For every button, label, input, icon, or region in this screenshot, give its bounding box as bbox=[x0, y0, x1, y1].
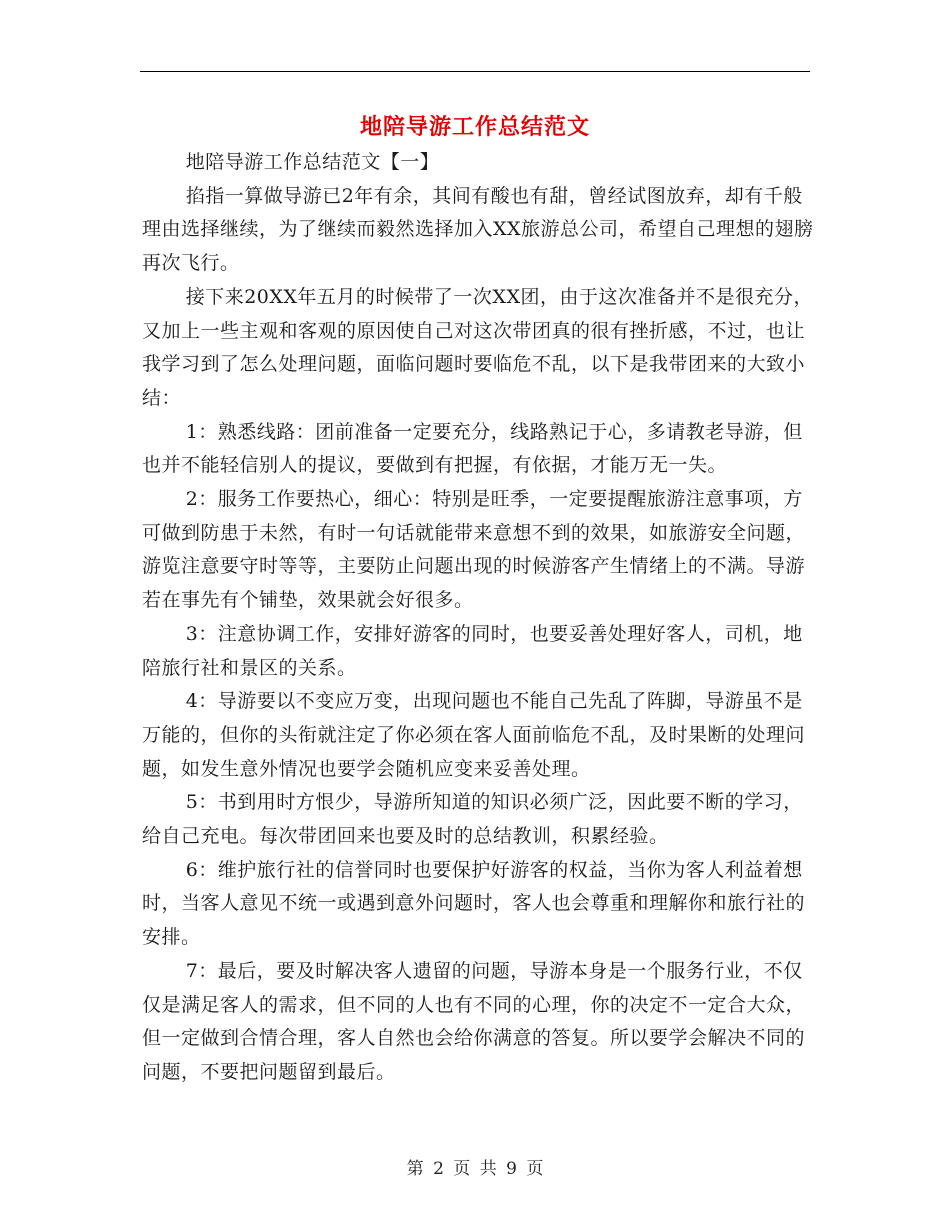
paragraph-context: 接下来20XX年五月的时候带了一次XX团，由于这次准备并不是很充分，又加上一些主观和客观的原因使自己对这次带团真的很有挫折感，不过，也让我学习到了怎么处理问题，面临问题时要临危不乱，以下是我带团来的大致小结： bbox=[142, 285, 813, 409]
paragraph-intro: 掐指一算做导游已2年有余，其间有酸也有甜，曾经试图放弃，却有千般理由选择继续，为了继续而毅然选择加入XX旅游总公司，希望自己理想的翅膀再次飞行。 bbox=[142, 184, 814, 275]
document-body bbox=[142, 146, 814, 1090]
paragraph-point-4: 4：导游要以不变应万变，出现问题也不能自己先乱了阵脚，导游虽不是万能的，但你的头衔就注定了你必须在客人面前临危不乱，及时果断的处理问题，如发生意外情况也要学会随机应变来妥善处理。 bbox=[142, 690, 806, 780]
paragraph-point-7: 7：最后，要及时解决客人遗留的问题，导游本身是一个服务行业，不仅仅是满足客人的需求，但不同的人也有不同的心理，你的决定不一定合大众，但一定做到合情合理，客人自然也会给你满意的答复。所以要学会解决不同的问题，不要把问题留到最后。 bbox=[142, 959, 806, 1083]
paragraph-point-2: 2：服务工作要热心，细心：特别是旺季，一定要提醒旅游注意事项，方可做到防患于未然，有时一句话就能带来意想不到的效果，如旅游安全问题，游览注意要守时等等，主要防止问题出现的时候游客产生情绪上的不满。导游若在事先有个铺垫，效果就会好很多。 bbox=[142, 488, 806, 612]
page-number-footer: 第 2 页 共 9 页 bbox=[406, 1159, 544, 1179]
paragraph-point-6: 6：维护旅行社的信誉同时也要保护好游客的权益，当你为客人利益着想时，当客人意见不统一或遇到意外问题时，客人也会尊重和理解你和旅行社的安排。 bbox=[142, 858, 806, 949]
header-rule bbox=[140, 71, 810, 72]
document-title: 地陪导游工作总结范文 bbox=[359, 114, 590, 140]
paragraph-point-5: 5：书到用时方恨少，导游所知道的知识必须广泛，因此要不断的学习，给自己充电。每次带团回来也要及时的总结教训，积累经验。 bbox=[142, 791, 803, 848]
paragraph-point-1: 1：熟悉线路：团前准备一定要充分，线路熟记于心，多请教老导游，但也并不能轻信别人的提议，要做到有把握，有依据，才能万无一失。 bbox=[142, 420, 803, 477]
paragraph-point-3: 3：注意协调工作，安排好游客的同时，也要妥善处理好客人，司机，地陪旅行社和景区的关系。 bbox=[142, 622, 803, 679]
section-heading: 地陪导游工作总结范文【一】 bbox=[185, 151, 440, 173]
